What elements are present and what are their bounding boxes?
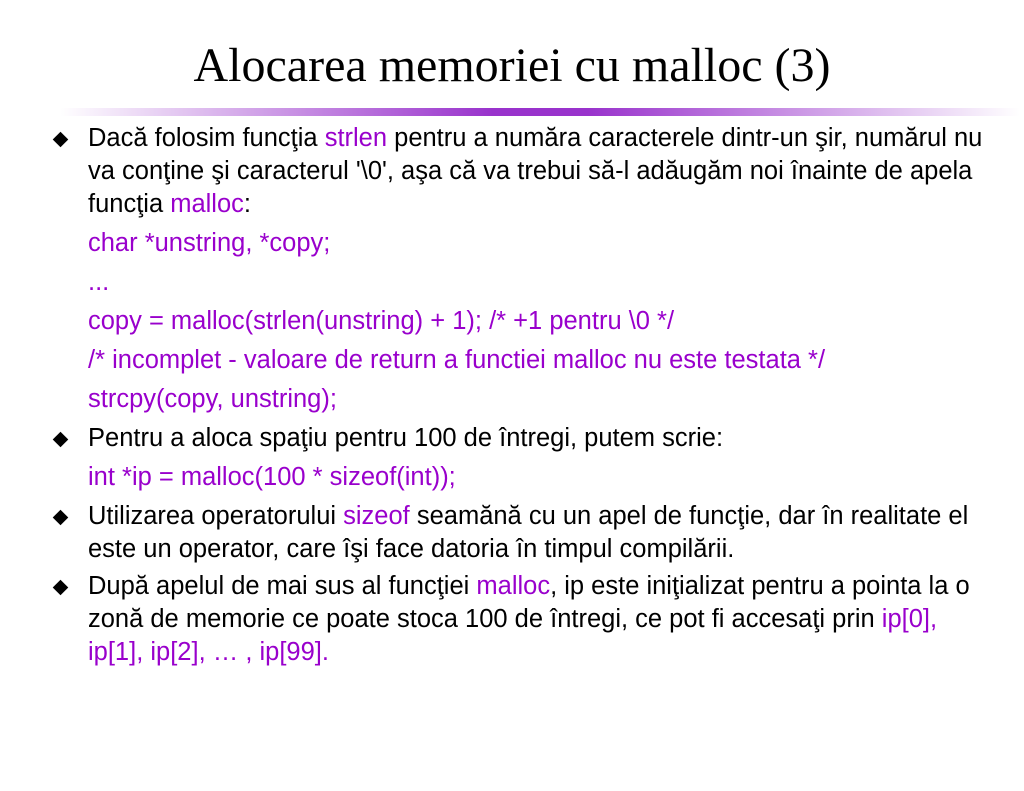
bullet-text: După apelul de mai sus al funcţiei [88, 572, 477, 600]
bullet-text: , ip este iniţializat pentru a pointa la o zonă de memorie ce poate stoca 100 de întregi, ce pot fi accesaţi prin [88, 572, 970, 633]
highlight-malloc: malloc [476, 572, 551, 600]
code-line: strcpy(copy, unstring); [88, 385, 337, 413]
diamond-bullet-icon [52, 509, 69, 526]
title-divider [60, 108, 1020, 116]
diamond-bullet-icon [52, 579, 69, 596]
slide-title: Alocarea memoriei cu malloc (3) [193, 39, 831, 92]
bullet-sizeof [52, 500, 997, 566]
bullet-after-malloc [52, 570, 997, 669]
bullet-allocate-ints [52, 422, 997, 455]
highlight-malloc: malloc [170, 190, 244, 218]
code-line: char *unstring, *copy; [88, 229, 331, 257]
highlight-index-list: ip[0], ip[1], ip[2], … , ip[99]. [88, 605, 938, 666]
diamond-bullet-icon [52, 431, 69, 448]
bullet-text: Dacă folosim funcţia [88, 124, 325, 152]
code-line: copy = malloc(strlen(unstring) + 1); /* +1 pentru \0 */ [88, 307, 675, 335]
diamond-bullet-icon [52, 131, 69, 148]
bullet-text: seamănă cu un apel de funcţie, dar în realitate el este un operator, care îşi face datoria în timpul compilării. [88, 502, 969, 563]
code-line: /* incomplet - valoare de return a functiei malloc nu este testata */ [88, 346, 826, 374]
highlight-sizeof: sizeof [343, 502, 410, 530]
code-line: ... [88, 268, 110, 296]
bullet-strlen [52, 122, 997, 221]
bullet-text: Utilizarea operatorului [88, 502, 344, 530]
bullet-text: : [243, 190, 251, 218]
highlight-strlen: strlen [324, 124, 388, 152]
bullet-text: Pentru a aloca spaţiu pentru 100 de întregi, putem scrie: [88, 424, 724, 452]
bullet-text: pentru a număra caracterele dintr-un şir, numărul nu va conţine şi caracterul '\0', aşa că va trebui să-l adăugăm noi înainte de apela funcţia [88, 124, 983, 218]
slide-content [52, 122, 997, 673]
code-line: int *ip = malloc(100 * sizeof(int)); [88, 463, 456, 491]
